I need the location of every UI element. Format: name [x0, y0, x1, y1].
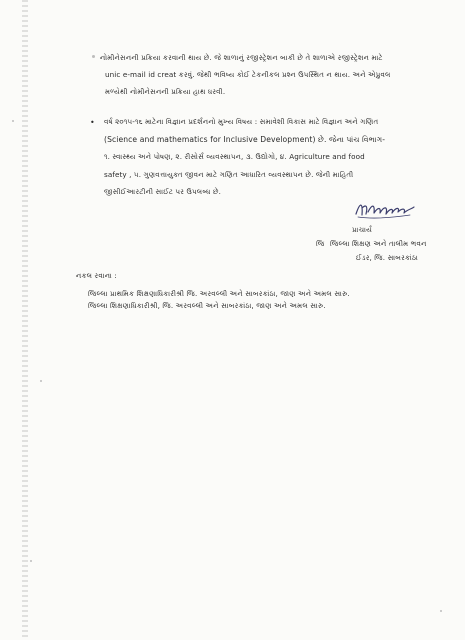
- bullet-point: •: [90, 118, 95, 127]
- scan-speckle: [30, 560, 32, 562]
- handwritten-signature: [354, 198, 416, 222]
- signatory-institute: જિલ્લા શિક્ષણ અને તાલીમ ભવન: [330, 239, 427, 248]
- body-line-5: (Science and mathematics for Inclusive Development) છે. જેના પાંચ વિભાગ-: [104, 135, 386, 144]
- body-line-4: વર્ષ ૨૦૧૫-૧૬ માટેના વિજ્ઞાન પ્રદર્શનનો મુખ્ય વિષય : સમાવેશી વિકાસ માટે વિજ્ઞાન અને ગણિત: [104, 117, 379, 126]
- copy-to-item: જિલ્લા શિક્ષણાધિકારીશ્રી, જિ. અરવલ્લી અને સાબરકાંઠા, જાણ અને અમલ સારુ.: [88, 301, 326, 310]
- copy-to-heading: નકલ રવાના :: [76, 271, 117, 280]
- body-line-2: unic e-mail id creat કરવું. જેથી ભવિષ્ય કોઈ ટેકનીકલ પ્રશ્ન ઉપસ્થિત ન થાય. અને એપ્રુવલ: [105, 70, 391, 79]
- scan-speckle: [12, 120, 14, 122]
- scan-speckle: [440, 610, 442, 612]
- body-line-1: નોમીનેસનની પ્રક્રિયા કરવાની થાય છે. જે શાળાનું રજીસ્ટ્રેશન બાકી છે તે શાળાએ રજીસ્ટ્રેશન માટે: [100, 53, 383, 62]
- body-line-6: ૧. સ્વાસ્થ્ય અને પોષણ, ૨. રીસોર્સ વ્યવસ્થાપન, ૩. ઉદ્યોગો, ૪. Agriculture and food: [104, 152, 365, 161]
- scan-speckle: [92, 55, 95, 58]
- signatory-prefix: જિ: [316, 239, 325, 248]
- body-line-8: જીસીઈઆરટીની સાઈટ પર ઉપલબ્ધ છે.: [104, 187, 221, 196]
- signatory-place: ઈડર, જિ. સાબરકાંઠા: [356, 253, 418, 262]
- body-line-7: safety , ૫. ગુણવત્તાયુક્ત જીવન માટે ગણિત આધારિત વ્યવસ્થાપન છે. જેની માહિતી: [104, 170, 354, 179]
- body-line-3: મળ્યેથી નોમીનેસનની પ્રક્રિયા હાથ ધરવી.: [105, 87, 226, 96]
- signatory-title: પ્રાચાર્ય: [352, 225, 373, 234]
- copy-to-item: જિલ્લા પ્રાથમિક શિક્ષણાધિકારીશ્રી જિ. અરવલ્લી અને સાબરકાંઠા, જાણ અને અમલ સારુ.: [88, 289, 350, 298]
- binding-edge-marks: [22, 0, 28, 640]
- scan-speckle: [40, 380, 42, 382]
